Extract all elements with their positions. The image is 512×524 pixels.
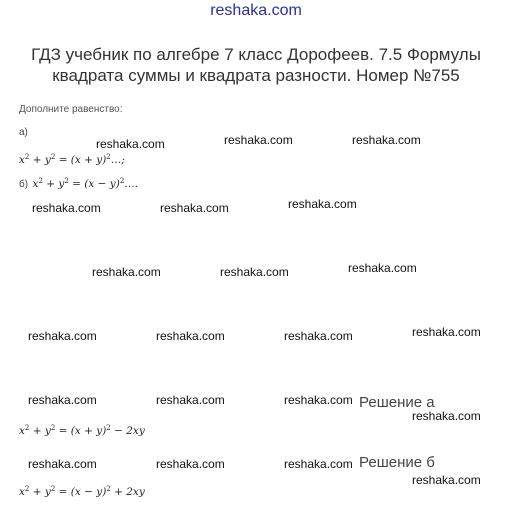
solution-a-heading: Решение а xyxy=(359,394,435,411)
watermark: reshaka.com xyxy=(28,457,97,471)
page-title: ГДЗ учебник по алгебре 7 класс Дорофеев. 7.5 Формулы квадрата суммы и квадрата разности. Номер №755 xyxy=(31,45,481,85)
solution-a-equation: $x^2 + y^2 = (x + y)^2 - 2xy$ xyxy=(19,424,145,437)
watermark: reshaka.com xyxy=(412,409,481,423)
solution-b-heading: Решение б xyxy=(359,454,435,471)
watermark: reshaka.com xyxy=(92,265,161,279)
watermark: reshaka.com xyxy=(224,133,293,147)
watermark: reshaka.com xyxy=(412,473,481,487)
watermark: reshaka.com xyxy=(288,197,357,211)
watermark: reshaka.com xyxy=(220,265,289,279)
task-a-equation: $x^2 + y^2 = (x$ + $y)^2\dots$; xyxy=(19,153,125,166)
task-b-line xyxy=(19,174,138,192)
watermark: reshaka.com xyxy=(412,325,481,339)
watermark: reshaka.com xyxy=(96,137,165,151)
watermark: reshaka.com xyxy=(284,329,353,343)
watermark: reshaka.com xyxy=(352,133,421,147)
watermark: reshaka.com xyxy=(156,457,225,471)
task-b-equation: $x^2 + y^2 = (x$ − $y)^2\dots$. xyxy=(32,177,139,190)
watermark: reshaka.com xyxy=(160,201,229,215)
watermark: reshaka.com xyxy=(348,261,417,275)
watermark: reshaka.com xyxy=(28,329,97,343)
task-a-label: а) xyxy=(19,127,28,138)
watermark: reshaka.com xyxy=(28,393,97,407)
solution-b-equation: $x^2 + y^2 = (x - y)^2 + 2xy$ xyxy=(19,485,145,498)
task-prompt: Дополните равенство: xyxy=(19,104,123,115)
watermark: reshaka.com xyxy=(156,393,225,407)
watermark: reshaka.com xyxy=(284,393,353,407)
watermark: reshaka.com xyxy=(284,457,353,471)
watermark: reshaka.com xyxy=(32,201,101,215)
task-b-label: б) xyxy=(19,179,29,190)
watermark: reshaka.com xyxy=(156,329,225,343)
site-name[interactable]: reshaka.com xyxy=(210,2,302,19)
